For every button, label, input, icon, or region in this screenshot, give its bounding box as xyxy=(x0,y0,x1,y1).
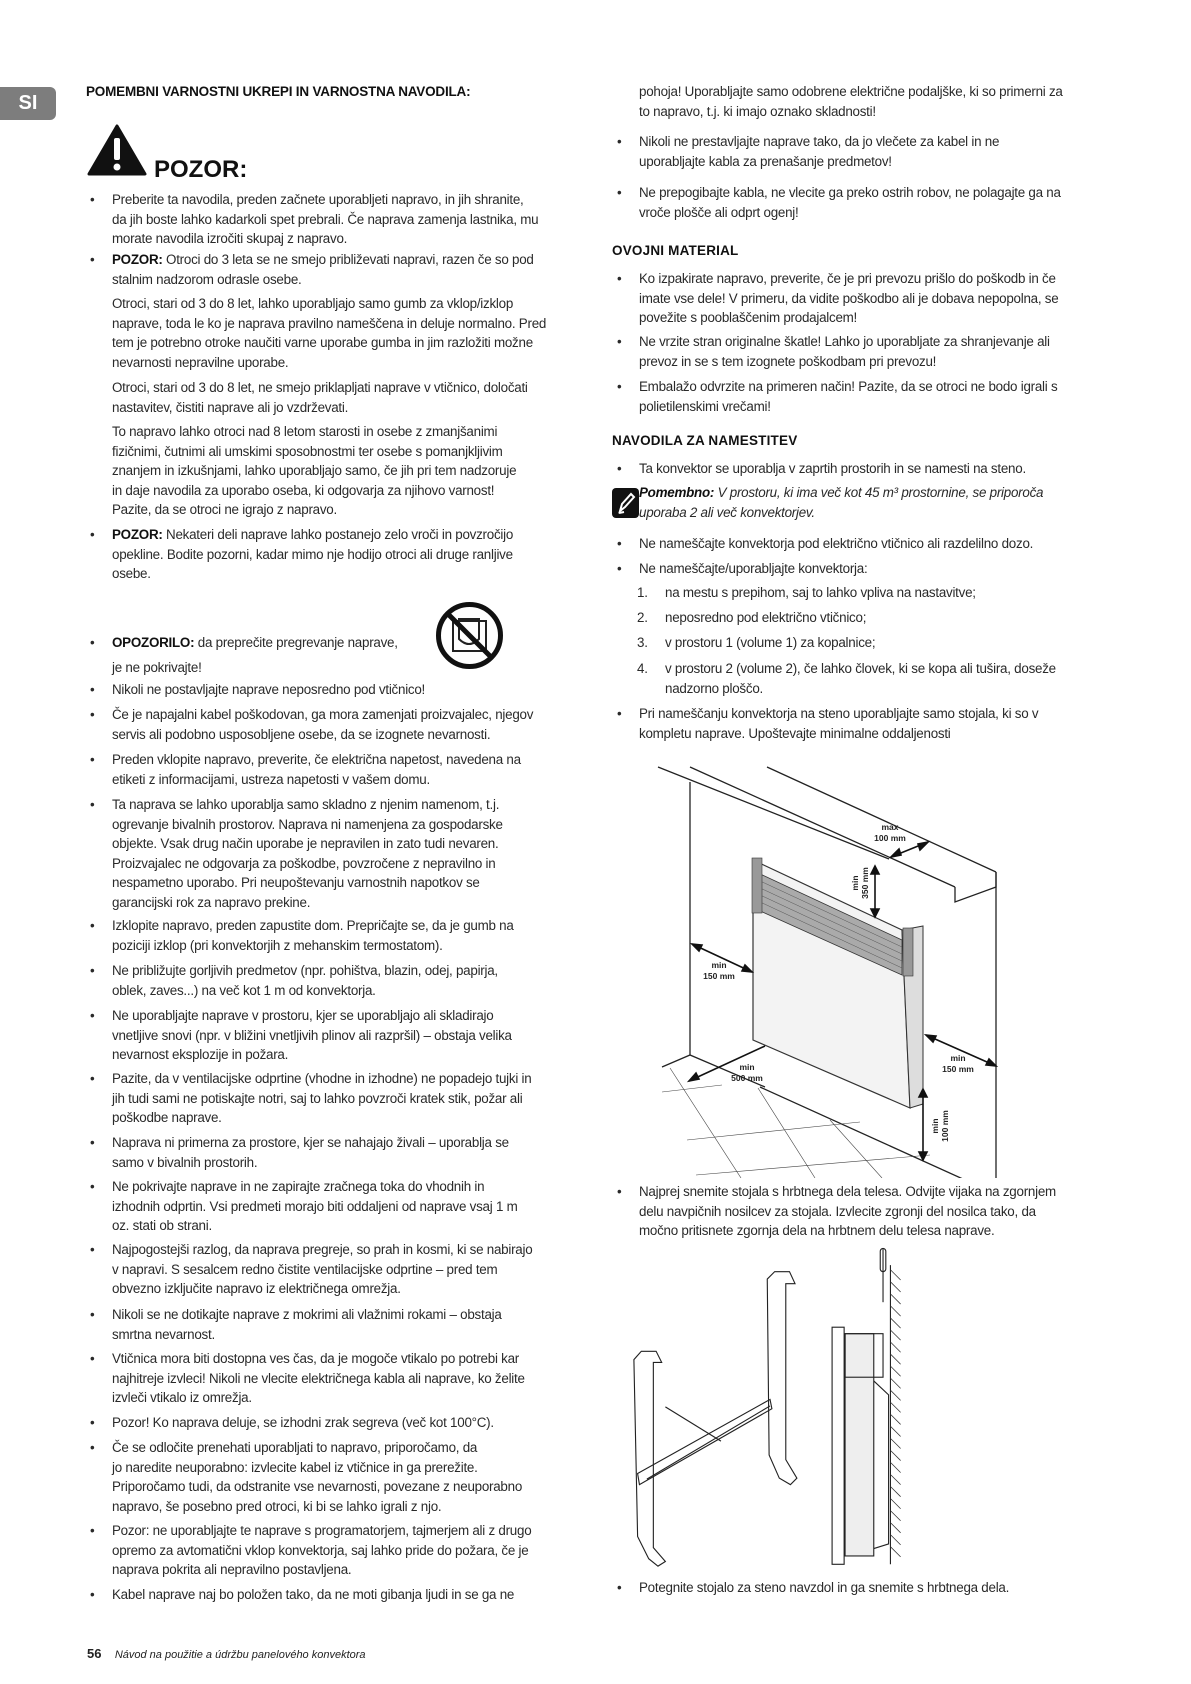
list-item xyxy=(617,332,1050,371)
hatch-line xyxy=(890,1474,900,1484)
bullet-icon: • xyxy=(90,1179,95,1194)
hatch-line xyxy=(890,1306,900,1316)
page-footer xyxy=(87,1646,366,1661)
bullet-icon: • xyxy=(617,1184,622,1199)
bullet-icon: • xyxy=(90,1351,95,1366)
bullet-icon: • xyxy=(90,1415,95,1430)
list-item xyxy=(90,250,534,289)
item-text: Če je napajalni kabel poškodovan, ga mora zamenjati proizvajalec, njegov servis ali podobno usposobljene osebe, da se izognete nevarnosti. xyxy=(112,707,534,742)
warning-label: POZOR: xyxy=(154,156,248,183)
bullet-icon: • xyxy=(90,527,95,542)
item-text: Ne vrzite stran originalne škatle! Lahko jo uporabljate za shranjevanje ali prevoz in se s tem izognete poškodbam pri prevozu! xyxy=(639,334,1050,369)
item-text: Vtičnica mora biti dostopna ves čas, da je mogoče vtikalo po potrebi kar najhitreje izvleci! Nikoli ne vlecite električnega kabla ali naprave, ko želite izvleči vtikalo iz omrežja. xyxy=(112,1351,525,1405)
item-text: Nikoli ne prestavljajte naprave tako, da jo vlečete za kabel in ne uporabljajte kabla za prenašanje predmetov! xyxy=(639,134,1000,169)
hatch-line xyxy=(890,1282,900,1292)
bullet-icon: • xyxy=(90,918,95,933)
bold-prefix: POZOR: xyxy=(112,527,163,542)
item-text: Naprava ni primerna za prostore, kjer se nahajajo živali – uporablja se samo v bivalnih prostorih. xyxy=(112,1135,509,1170)
hatch-line xyxy=(890,1487,900,1497)
item-text: v prostoru 2 (volume 2), če lahko človek, ki se kopa ali tušira, doseže nadzorno ploščo. xyxy=(665,661,1056,696)
numbered-item xyxy=(639,633,875,653)
item-text: pohoja! Uporabljajte samo odobrene električne podaljške, ki so primerni za to napravo, t.j. ki imajo oznako skladnosti! xyxy=(639,84,1063,119)
paragraph xyxy=(112,422,516,520)
list-item xyxy=(90,1133,509,1172)
bullet-icon: • xyxy=(617,461,622,476)
list-item xyxy=(90,1438,523,1516)
bullet-icon: • xyxy=(617,536,622,551)
list-item xyxy=(90,1521,532,1580)
top-label: min xyxy=(850,875,860,891)
front-label: min xyxy=(739,1062,755,1072)
bullet-icon: • xyxy=(90,1587,95,1602)
item-text: Ta naprava se lahko uporablja samo skladno z njenim namenom, t.j. ogrevanje bivalnih prostorov. Naprava ni namenjena za gospodarske objekte. Vsak drug način uporabe je nepravilen in zato tudi nevaren. Proizvajalec ne odgovarja za poškodbe, povzročene z nepravilno in nespametno uporabo. Pri neupoštevanju varnostnih napotkov se garancijski rok za napravo prekine. xyxy=(112,797,503,910)
bullet-icon: • xyxy=(617,134,622,149)
list-item xyxy=(617,459,1026,479)
bold-prefix: Pomembno: xyxy=(639,485,715,500)
item-text: na mestu s prepihom, saj to lahko vpliva na nastavitve; xyxy=(665,585,976,600)
list-item xyxy=(90,680,426,700)
hatch-line xyxy=(890,1390,900,1400)
bullet-icon: • xyxy=(617,561,622,576)
bullet-icon: • xyxy=(617,706,622,721)
bullet-icon: • xyxy=(90,1523,95,1538)
hatch-line xyxy=(890,1414,900,1424)
item-text: Otroci do 3 leta se ne smejo približevati napravi, razen če so pod stalnim nadzorom odrasle osebe. xyxy=(112,252,534,287)
item-number: 2. xyxy=(637,610,648,625)
bullet-icon: • xyxy=(90,192,95,207)
bullet-icon: • xyxy=(90,1071,95,1086)
page-heading: POMEMBNI VARNOSTNI UKREPI IN VARNOSTNA NAVODILA: xyxy=(86,84,471,99)
note xyxy=(639,483,1043,522)
item-text: Nikoli ne postavljajte naprave neposredno pod vtičnico! xyxy=(112,682,426,697)
item-text: Nekateri deli naprave lahko postanejo zelo vroči in povzročijo opekline. Bodite pozorni, kadar mimo nje hodijo otroci ali druge ranljive osebe. xyxy=(112,527,514,581)
hatch-line xyxy=(890,1462,900,1472)
item-number: 4. xyxy=(637,661,648,676)
hatch-line xyxy=(890,1330,900,1340)
item-number: 3. xyxy=(637,635,648,650)
language-tab xyxy=(0,87,56,120)
bullet-icon: • xyxy=(90,963,95,978)
bottom-value: 100 mm xyxy=(940,1110,950,1142)
hatch-line xyxy=(890,1378,900,1388)
item-text: Pozor: ne uporabljajte te naprave s programatorjem, tajmerjem ali z drugo opremo za avtomatični vklop konvektorja, saj lahko pride do požara, če je naprava pokrita ali nepravilno postavljena. xyxy=(112,1523,532,1577)
list-item xyxy=(617,559,868,579)
item-text: Preden vklopite napravo, preverite, če električna napetost, navedena na etiketi z informacijami, ustreza napetosti v vašem domu. xyxy=(112,752,521,787)
item-text: Preberite ta navodila, preden začnete uporabljeti napravo, in jih shranite, da jih boste lahko kadarkoli spet prebrali. Če naprava zamenja lastnika, mu morate navodila izročiti skupaj z napravo. xyxy=(112,192,539,246)
bullet-icon: • xyxy=(90,1440,95,1455)
paragraph xyxy=(112,294,546,372)
hatch-line xyxy=(890,1450,900,1460)
top-value: 350 mm xyxy=(860,867,870,899)
list-item xyxy=(90,795,503,912)
list-item xyxy=(90,630,398,680)
paragraph xyxy=(639,82,1063,121)
item-text: Najpogostejši razlog, da naprava pregreje, so prah in kosmi, ki se nabirajo v napravi. S sesalcem redno čistite ventilacijske odprtine – pred tem obvezno izključite napravo iz električnega omrežja. xyxy=(112,1242,533,1296)
bullet-icon: • xyxy=(90,635,95,650)
list-item xyxy=(90,1585,515,1605)
bottom-label: min xyxy=(930,1118,940,1134)
bracket-removal-diagram xyxy=(600,1242,916,1568)
item-text: v prostoru 1 (volume 1) za kopalnice; xyxy=(665,635,876,650)
list-item xyxy=(90,1305,502,1344)
list-item xyxy=(90,750,521,789)
language-code: SI xyxy=(18,92,38,114)
section-heading: NAVODILA ZA NAMESTITEV xyxy=(612,433,798,448)
bold-prefix: OPOZORILO: xyxy=(112,635,195,650)
wall-hatch xyxy=(890,1270,900,1557)
list-item xyxy=(90,190,539,249)
item-text: Pri nameščanju konvektorja na steno uporabljajte samo stojala, ki so v kompletu naprave. Upoštevajte minimalne oddaljenosti xyxy=(639,706,1039,741)
list-item xyxy=(617,132,1000,171)
hatch-line xyxy=(890,1511,900,1521)
hatch-line xyxy=(890,1270,900,1280)
hatch-line xyxy=(890,1294,900,1304)
item-text: Ne približujte gorljivih predmetov (npr. pohištva, blazin, odej, papirja, oblek, zaves...) na več kot 1 m od konvektorja. xyxy=(112,963,498,998)
bullet-icon: • xyxy=(90,1135,95,1150)
bullet-icon: • xyxy=(90,1008,95,1023)
bullet-icon: • xyxy=(90,752,95,767)
item-text: Otroci, stari od 3 do 8 let, lahko uporabljajo samo gumb za vklop/izklop naprave, toda le ko je naprava pravilno nameščena in deluje normalno. Pred tem je potrebno otroke naučiti varne uporabe gumba in jim razložiti možne nevarnosti nepravilne uporabe. xyxy=(112,296,547,370)
item-number: 1. xyxy=(637,585,648,600)
bullet-icon: • xyxy=(90,707,95,722)
item-text: Nikoli se ne dotikajte naprave z mokrimi ali vlažnimi rokami – obstaja smrtna nevarnost. xyxy=(112,1307,502,1342)
item-text: Ne nameščajte/uporabljajte konvektorja: xyxy=(639,561,868,576)
page-number: 56 xyxy=(87,1646,102,1661)
list-item xyxy=(90,961,498,1000)
list-item xyxy=(90,1177,518,1236)
item-text: Izklopite napravo, preden zapustite dom. Prepričajte se, da je gumb na poziciji izklop (pri konvektorjih z mehanskim termostatom). xyxy=(112,918,514,953)
hatch-line xyxy=(890,1499,900,1509)
max-label: max xyxy=(881,822,899,832)
item-text: Ne uporabljajte naprave v prostoru, kjer se uporabljajo ali skladirajo vnetljive snovi (npr. v bližini vnetljivih plinov ali razpršil) – obstaja velika nevarnost eksplozije in požara. xyxy=(112,1008,512,1062)
item-text: Najprej snemite stojala s hrbtnega dela telesa. Odvijte vijaka na zgornjem delu navpičnih nosilcev za stojala. Izvlecite zgronji del nosilca tako, da močno pritisnete zgornja dela na hrbtnem delu telesa naprave. xyxy=(639,1184,1056,1238)
right-value: 150 mm xyxy=(942,1064,974,1074)
hatch-line xyxy=(890,1318,900,1328)
hatch-line xyxy=(890,1535,900,1545)
do-not-cover-icon xyxy=(435,601,504,675)
list-item xyxy=(617,269,1059,328)
bullet-icon: • xyxy=(617,271,622,286)
document-title: Návod na použitie a údržbu panelového konvektora xyxy=(114,1649,366,1661)
right-label: min xyxy=(950,1053,966,1063)
list-item xyxy=(617,534,1034,554)
hatch-line xyxy=(890,1366,900,1376)
item-text: Pozor! Ko naprava deluje, se izhodni zrak segreva (več kot 100°C). xyxy=(112,1415,494,1430)
list-item xyxy=(617,1182,1056,1241)
item-text: Ne pokrivajte naprave in ne zapirajte zračnega toka do vhodnih in izhodnih odprtin. Vsi predmeti morajo biti oddaljeni od naprave vsaj 1 m oz. stati ob strani. xyxy=(112,1179,518,1233)
item-text: Ta konvektor se uporablja v zaprtih prostorih in se namesti na steno. xyxy=(639,461,1026,476)
list-item xyxy=(90,916,514,955)
item-text: neposredno pod električno vtičnico; xyxy=(665,610,867,625)
bullet-icon: • xyxy=(617,334,622,349)
list-item xyxy=(90,705,534,744)
bullet-icon: • xyxy=(90,682,95,697)
item-text: To napravo lahko otroci nad 8 letom starosti in osebe z zmanjšanimi fizičnimi, čutnimi ali umskimi sposobnostmi ter osebe s pomanjkljivim znanjem in izkušnjami, lahko uporabljajo samo, če jih pri tem nadzoruje in daje navodila za uporabo oseba, ki odgovarja za njihovo varnost! Pazite, da se otroci ne igrajo z napravo. xyxy=(112,424,517,517)
list-item xyxy=(90,1069,532,1128)
list-item xyxy=(617,183,1061,222)
item-text: Otroci, stari od 3 do 8 let, ne smejo priklapljati naprave v vtičnico, določati nastavitev, čistiti naprave ali jo vzdrževati. xyxy=(112,380,528,415)
list-item xyxy=(90,525,514,584)
left-label: min xyxy=(711,960,727,970)
item-text: Embalažo odvrzite na primeren način! Pazite, da se otroci ne bodo igrali s polietilenskimi vrečami! xyxy=(639,379,1058,414)
list-item xyxy=(617,704,1039,743)
warning-triangle-icon xyxy=(87,124,147,181)
hatch-line xyxy=(890,1354,900,1364)
list-item xyxy=(90,1240,533,1299)
bullet-icon: • xyxy=(90,1242,95,1257)
list-item xyxy=(617,1578,1010,1598)
item-text: Pazite, da v ventilacijske odprtine (vhodne in izhodne) ne popadejo tujki in jih tudi sami ne potiskajte notri, saj to lahko povzroči kratek stik, požar ali poškodbe naprave. xyxy=(112,1071,532,1125)
item-text: Potegnite stojalo za steno navzdol in ga snemite s hrbtnega dela. xyxy=(639,1580,1010,1595)
clearance-diagram xyxy=(610,750,1030,1178)
item-text: V prostoru, ki ima več kot 45 m³ prostornine, se priporoča uporaba 2 ali več konvektorjev. xyxy=(639,485,1044,520)
list-item xyxy=(90,1006,512,1065)
hatch-line xyxy=(890,1342,900,1352)
convector-drawing xyxy=(752,858,923,1108)
hatch-line xyxy=(890,1402,900,1412)
list-item xyxy=(90,1349,525,1408)
bullet-icon: • xyxy=(90,1307,95,1322)
numbered-item xyxy=(639,583,976,603)
bullet-icon: • xyxy=(90,797,95,812)
left-value: 150 mm xyxy=(703,971,735,981)
bullet-icon: • xyxy=(617,185,622,200)
hatch-line xyxy=(890,1547,900,1557)
bold-prefix: POZOR: xyxy=(112,252,163,267)
max-value: 100 mm xyxy=(874,833,906,843)
bullet-icon: • xyxy=(617,379,622,394)
item-text: Ne nameščajte konvektorja pod električno vtičnico ali razdelilno dozo. xyxy=(639,536,1034,551)
item-text: Kabel naprave naj bo položen tako, da ne moti gibanja ljudi in se ga ne xyxy=(112,1587,515,1602)
item-text: Ne prepogibajte kabla, ne vlecite ga preko ostrih robov, ne polagajte ga na vroče plošče ali odprt ogenj! xyxy=(639,185,1061,220)
numbered-item xyxy=(639,659,1056,698)
front-value: 500 mm xyxy=(731,1073,763,1083)
item-text: Ko izpakirate napravo, preverite, če je pri prevozu prišlo do poškodb in če imate vse dele! V primeru, da vidite poškodbo ali je dobava nepopolna, se povežite s pooblaščenim prodajalcem! xyxy=(639,271,1059,325)
list-item xyxy=(90,1413,494,1433)
list-item xyxy=(617,377,1058,416)
note-pencil-icon xyxy=(612,488,639,518)
item-text: Če se odločite prenehati uporabljati to napravo, priporočamo, da jo naredite neuporabno: izvlecite kabel iz vtičnice in ga prerežite. Priporočamo tudi, da odstranite vse nevarnosti, povezane z neuporabno napravo, še posebno pred otroci, ki bi se lahko igrali z njo. xyxy=(112,1440,523,1514)
bullet-icon: • xyxy=(90,252,95,267)
hatch-line xyxy=(890,1438,900,1448)
numbered-item xyxy=(639,608,866,628)
item-text: da preprečite pregrevanje naprave, je ne pokrivajte! xyxy=(112,635,398,675)
hatch-line xyxy=(890,1523,900,1533)
hatch-line xyxy=(890,1426,900,1436)
paragraph xyxy=(112,378,528,417)
bullet-icon: • xyxy=(617,1580,622,1595)
section-heading: OVOJNI MATERIAL xyxy=(612,243,739,258)
